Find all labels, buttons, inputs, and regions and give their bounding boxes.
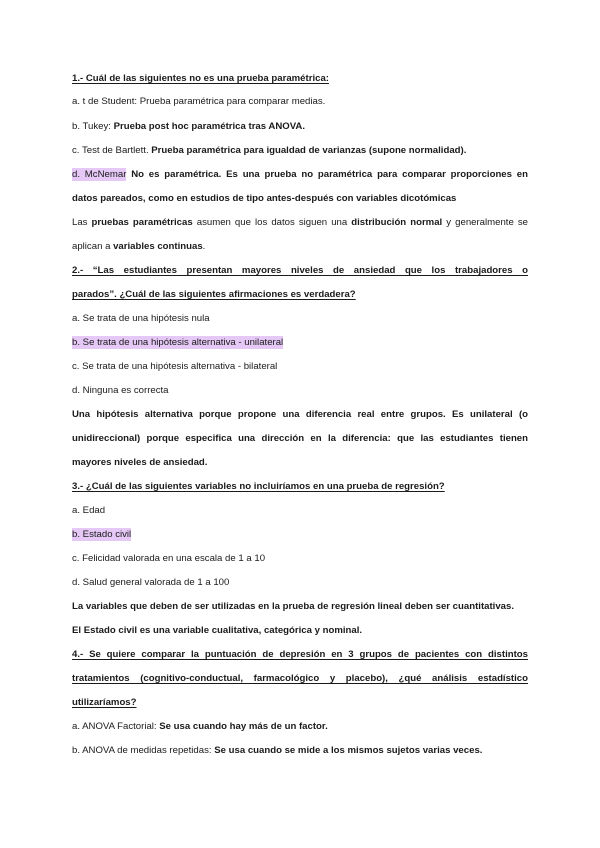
q1-expl-part: aplican a (72, 241, 114, 252)
q1-option-d-text: No es paramétrica. Es una prueba no paramétrica para comparar proporciones en (131, 169, 528, 180)
q4-option-b-text: Se usa cuando se mide a los mismos sujetos varias veces. (214, 745, 483, 756)
q2-option-b (72, 337, 528, 349)
q1-option-d-continued (72, 193, 528, 205)
q1-expl-bold: pruebas paramétricas (91, 217, 193, 228)
q2-option-a: a. Se trata de una hipótesis nula (72, 313, 210, 324)
q1-option-c-text: Prueba paramétrica para igualdad de varianzas (supone normalidad). (151, 145, 467, 156)
q2-option-d: d. Ninguna es correcta (72, 385, 169, 396)
q2-option-b-highlight: b. Se trata de una hipótesis alternativa - unilateral (72, 337, 284, 348)
q3-option-d: d. Salud general valorada de 1 a 100 (72, 577, 230, 588)
q1-option-b (72, 121, 528, 133)
q1-explanation-continued (72, 241, 528, 253)
q1-option-b-text: Prueba post hoc paramétrica tras ANOVA. (113, 121, 306, 132)
q3-option-b (72, 529, 528, 541)
q4-option-b (72, 745, 528, 757)
q1-explanation (72, 217, 528, 229)
q3-option-b-highlight: b. Estado civil (72, 529, 132, 540)
question-4-title-end: utilizaríamos? (72, 697, 137, 708)
question-1-title: 1.- Cuál de las siguientes no es una prueba paramétrica: (72, 73, 329, 84)
q1-expl-part: Las (72, 217, 92, 228)
q4-option-a (72, 721, 528, 733)
q3-option-c: c. Felicidad valorada en una escala de 1 a 10 (72, 553, 266, 564)
question-4-title-continued: tratamientos (cognitivo-conductual, farmacológico y placebo), ¿qué análisis estadístico (72, 673, 528, 684)
q3-option-a: a. Edad (72, 505, 106, 516)
q1-expl-part: asumen que los datos siguen una (192, 217, 352, 228)
q1-option-d-label: d. McNemar (72, 169, 127, 180)
q3-explanation-2: El Estado civil es una variable cualitativa, categórica y nominal. (72, 625, 363, 636)
q1-option-c-label: c. Test de Bartlett. (72, 145, 149, 156)
q1-expl-part: y generalmente se (442, 217, 529, 228)
question-4-title: 4.- Se quiere comparar la puntuación de depresión en 3 grupos de pacientes con distintos (72, 649, 528, 660)
q4-option-a-label: a. ANOVA Factorial: (72, 721, 157, 732)
q1-expl-bold: variables continuas (113, 241, 203, 252)
q1-option-b-label: b. Tukey: (72, 121, 111, 132)
question-2-title: 2.- “Las estudiantes presentan mayores niveles de ansiedad que los trabajadores o (72, 265, 528, 276)
q1-option-d-text-2: datos pareados, como en estudios de tipo antes-después con variables dicotómicas (72, 193, 457, 204)
q2-option-c: c. Se trata de una hipótesis alternativa - bilateral (72, 361, 278, 372)
q4-option-b-label: b. ANOVA de medidas repetidas: (72, 745, 212, 756)
q1-option-a-label: a. t de Student: (72, 96, 138, 107)
q3-explanation-1: La variables que deben de ser utilizadas en la prueba de regresión lineal deben ser cuantitativas. (72, 601, 515, 612)
q1-expl-part: . (202, 241, 206, 252)
q1-expl-bold: distribución normal (351, 217, 443, 228)
q1-option-a (72, 96, 528, 108)
q2-explanation-1: Una hipótesis alternativa porque propone una diferencia real entre grupos. Es unilateral (o (72, 409, 528, 420)
q1-option-d (72, 169, 528, 181)
q2-explanation-3: mayores niveles de ansiedad. (72, 457, 208, 468)
q1-option-c (72, 145, 528, 157)
q4-option-a-text: Se usa cuando hay más de un factor. (159, 721, 328, 732)
question-3-title: 3.- ¿Cuál de las siguientes variables no incluiríamos en una prueba de regresión? (72, 481, 445, 492)
q1-option-a-text: Prueba paramétrica para comparar medias. (139, 96, 326, 107)
q2-explanation-2: unidireccional) porque especifica una dirección en la diferencia: que las estudiantes tienen (72, 433, 528, 444)
question-2-title-continued: parados”. ¿Cuál de las siguientes afirmaciones es verdadera? (72, 289, 356, 300)
